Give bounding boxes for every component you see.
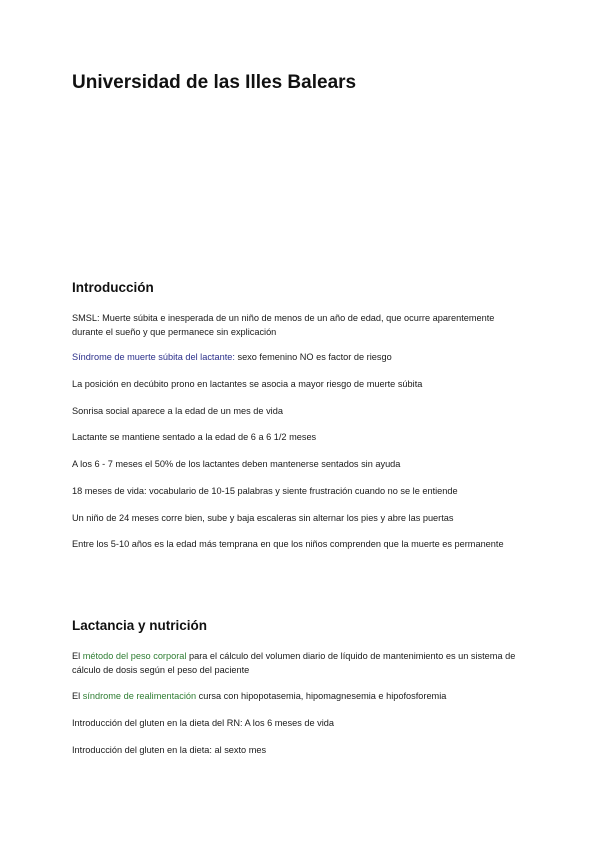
- paragraph-text: Un niño de 24 meses corre bien, sube y baja escaleras sin alternar los pies y abre las puertas: [72, 513, 454, 523]
- paragraph-text: Entre los 5-10 años es la edad más temprana en que los niños comprenden que la muerte es permanente: [72, 539, 504, 549]
- paragraph-text: A los 6 - 7 meses el 50% de los lactantes deben mantenerse sentados sin ayuda: [72, 459, 401, 469]
- paragraph-body-weight-method: [72, 649, 522, 677]
- paragraph-prone-position: [72, 377, 522, 391]
- document-title: Universidad de las Illes Balears: [72, 72, 357, 93]
- highlighted-term: método del peso corporal: [82, 651, 187, 661]
- paragraph-text: sexo femenino NO es factor de riesgo: [234, 352, 392, 362]
- paragraph-gluten-sixth-month: [72, 743, 522, 757]
- paragraph-death-concept: [72, 537, 522, 551]
- paragraph-sitting-unaided: [72, 457, 522, 471]
- paragraph-text: Lactante se mantiene sentado a la edad de 6 a 6 1/2 meses: [72, 432, 317, 442]
- paragraph-text: para el cálculo del volumen diario de líquido de mantenimiento es un sistema de cálculo de dosis según el peso del paciente: [72, 651, 516, 675]
- paragraph-text: Introducción del gluten en la dieta: al sexto mes: [72, 745, 267, 755]
- paragraph-gluten-rn: [72, 716, 522, 730]
- paragraph-text: El: [72, 651, 83, 661]
- highlighted-term: síndrome de realimentación: [82, 691, 197, 701]
- paragraph-text: cursa con hipopotasemia, hipomagnesemia e hipofosforemia: [196, 691, 447, 701]
- section-heading-introduccion: Introducción: [72, 280, 154, 295]
- paragraph-text: El: [72, 691, 83, 701]
- paragraph-smsl-risk-factor: [72, 350, 522, 364]
- paragraph-text: SMSL: Muerte súbita e inesperada de un niño de menos de un año de edad, que ocurre aparentemente durante el sueño y que permanece sin explicación: [72, 313, 495, 337]
- section-heading-lactancia: Lactancia y nutrición: [72, 618, 208, 633]
- paragraph-text: La posición en decúbito prono en lactantes se asocia a mayor riesgo de muerte súbita: [72, 379, 423, 389]
- paragraph-24-months: [72, 511, 522, 525]
- paragraph-vocabulary: [72, 484, 522, 498]
- paragraph-text: Introducción del gluten en la dieta del RN: A los 6 meses de vida: [72, 718, 335, 728]
- highlighted-term: Síndrome de muerte súbita del lactante:: [72, 352, 235, 362]
- paragraph-text: Sonrisa social aparece a la edad de un mes de vida: [72, 406, 283, 416]
- paragraph-social-smile: [72, 404, 522, 418]
- paragraph-refeeding-syndrome: [72, 689, 522, 703]
- paragraph-sitting-age: [72, 430, 522, 444]
- paragraph-text: 18 meses de vida: vocabulario de 10-15 palabras y siente frustración cuando no se le entiende: [72, 486, 458, 496]
- paragraph-smsl-definition: [72, 311, 522, 339]
